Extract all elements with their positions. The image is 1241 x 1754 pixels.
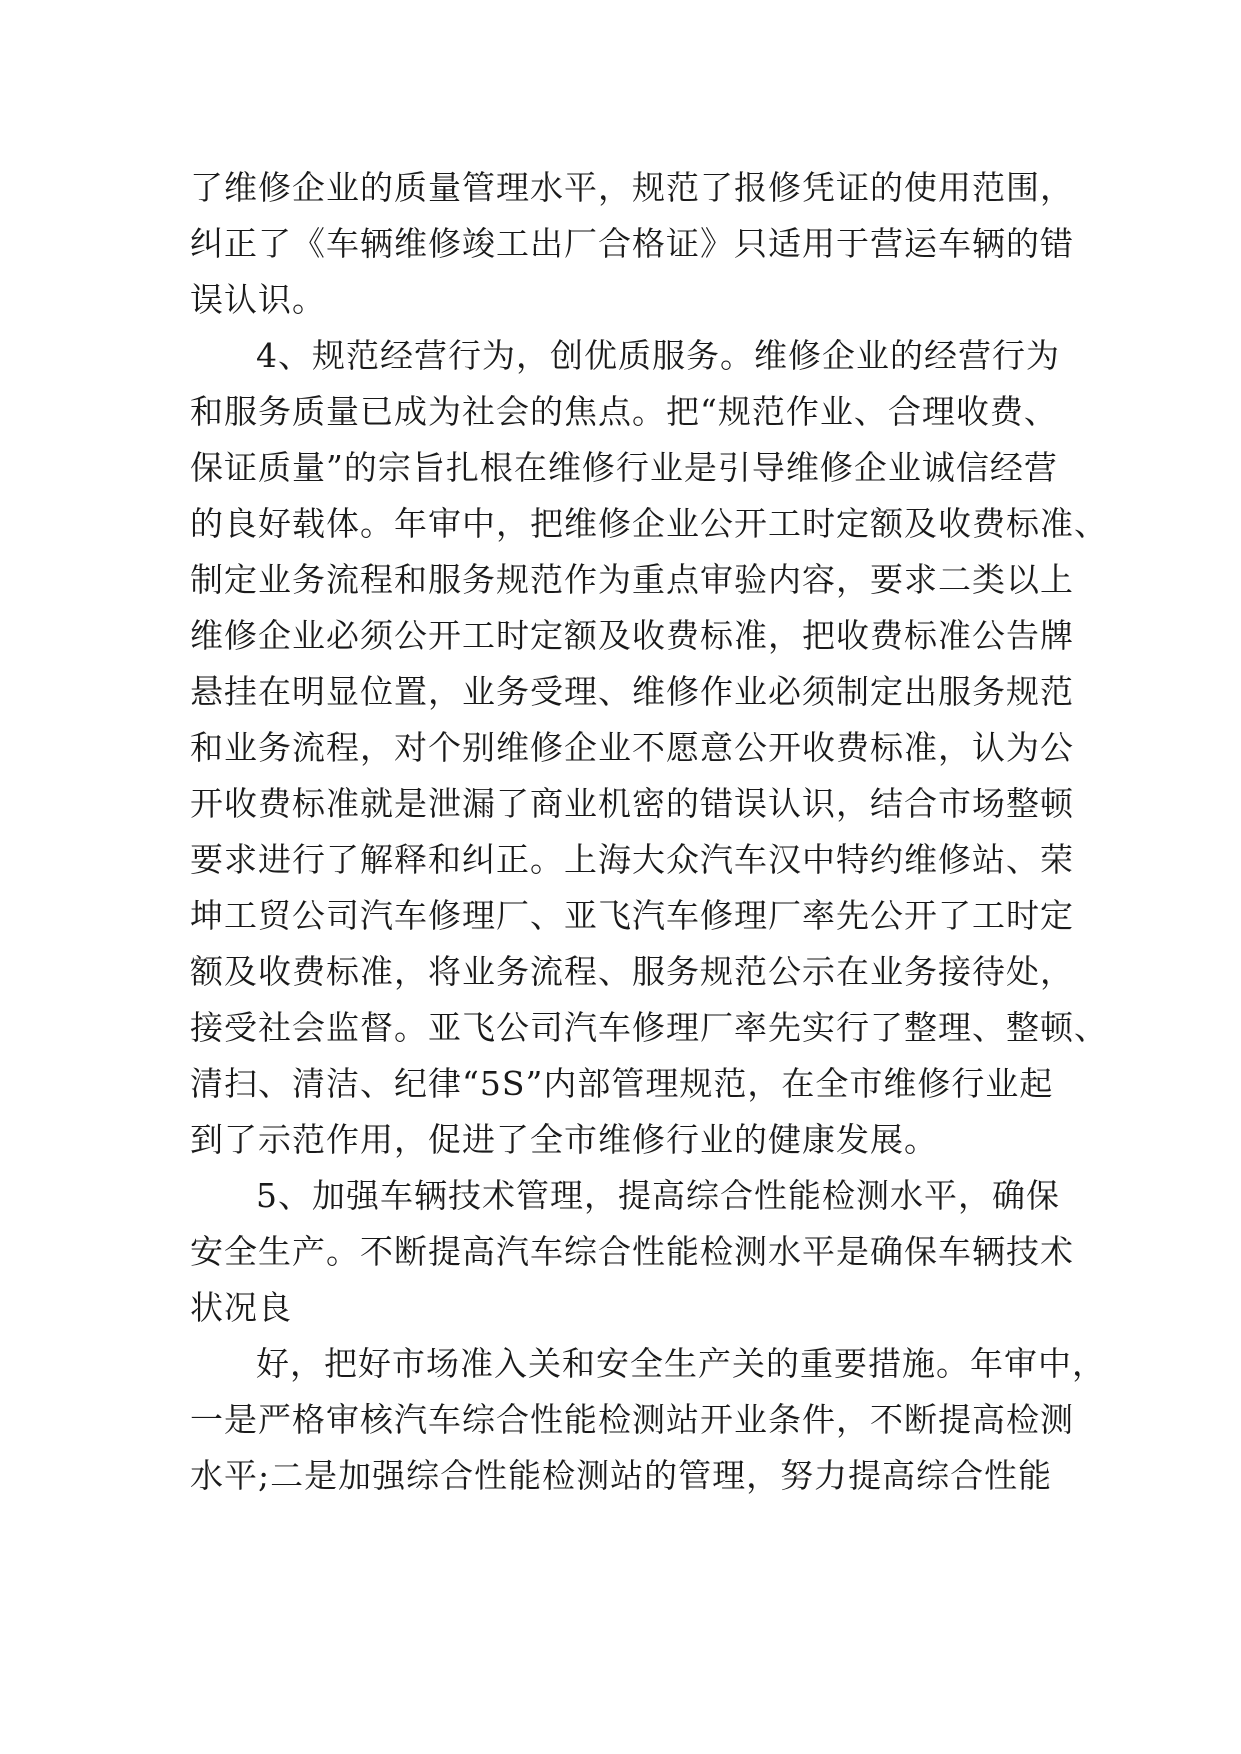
- paragraph-start-line: 好，把好市场准入关和安全生产关的重要措施。年审中，: [256, 1344, 1106, 1383]
- text-line: 水平;二是加强综合性能检测站的管理，努力提高综合性能: [190, 1456, 1053, 1495]
- text-line: 坤工贸公司汽车修理厂、亚飞汽车修理厂率先公开了工时定: [190, 896, 1074, 935]
- text-line: 要求进行了解释和纠正。上海大众汽车汉中特约维修站、荣: [190, 840, 1074, 879]
- text-line: 接受社会监督。亚飞公司汽车修理厂率先实行了整理、整顿、: [190, 1008, 1108, 1047]
- body-text: [190, 160, 1108, 1504]
- text-line: 维修企业必须公开工时定额及收费标准，把收费标准公告牌: [190, 616, 1074, 655]
- text-line: 悬挂在明显位置，业务受理、维修作业必须制定出服务规范: [190, 672, 1074, 711]
- text-line: 到了示范作用，促进了全市维修行业的健康发展。: [190, 1120, 938, 1159]
- text-line: 误认识。: [190, 280, 326, 319]
- text-line: 了维修企业的质量管理水平，规范了报修凭证的使用范围，: [190, 168, 1074, 207]
- text-line: 额及收费标准，将业务流程、服务规范公示在业务接待处，: [190, 952, 1074, 991]
- text-line: 状况良: [190, 1288, 292, 1327]
- text-line: 保证质量”的宗旨扎根在维修行业是引导维修企业诚信经营: [190, 448, 1058, 487]
- text-line: 的良好载体。年审中，把维修企业公开工时定额及收费标准、: [190, 504, 1108, 543]
- paragraph-start-line: 5、加强车辆技术管理，提高综合性能检测水平，确保: [256, 1176, 1060, 1215]
- text-line: 安全生产。不断提高汽车综合性能检测水平是确保车辆技术: [190, 1232, 1074, 1271]
- text-line: 制定业务流程和服务规范作为重点审验内容，要求二类以上: [190, 560, 1074, 599]
- text-line: 一是严格审核汽车综合性能检测站开业条件，不断提高检测: [190, 1400, 1074, 1439]
- text-line: 纠正了《车辆维修竣工出厂合格证》只适用于营运车辆的错: [190, 224, 1074, 263]
- text-line: 开收费标准就是泄漏了商业机密的错误认识，结合市场整顿: [190, 784, 1074, 823]
- text-line: 和服务质量已成为社会的焦点。把“规范作业、合理收费、: [190, 392, 1058, 431]
- text-line: 和业务流程，对个别维修企业不愿意公开收费标准，认为公: [190, 728, 1074, 767]
- paragraph-start-line: 4、规范经营行为，创优质服务。维修企业的经营行为: [256, 336, 1060, 375]
- text-line: 清扫、清洁、纪律“5S”内部管理规范，在全市维修行业起: [190, 1064, 1054, 1103]
